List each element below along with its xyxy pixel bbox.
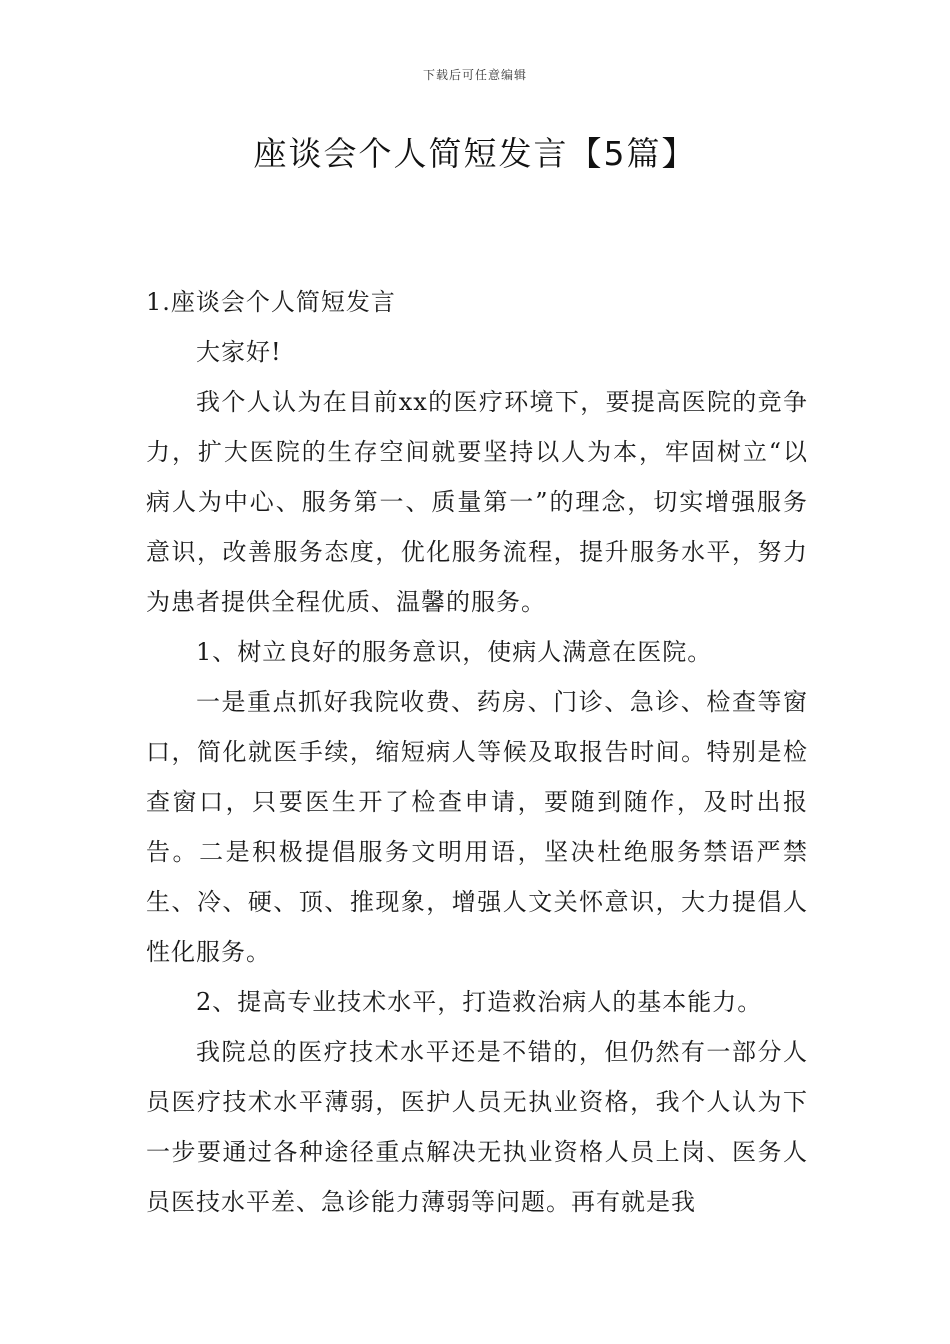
header-note: 下载后可任意编辑 [422,68,527,82]
section-heading: 1.座谈会个人简短发言 [146,288,396,316]
paragraph-point-1-detail: 一是重点抓好我院收费、药房、门诊、急诊、检查等窗口，简化就医手续，缩短病人等候及取报告时间。特别是检查窗口，只要医生开了检查申请，要随到随作，及时出报告。二是积极提倡服务文明用语，坚决杜绝服务禁语严禁生、冷、硬、顶、推现象，增强人文关怀意识，大力提倡人性化服务。 [146,688,808,966]
document-body [146,277,808,1227]
document-title: 座谈会个人简短发言【5篇】 [253,134,697,173]
paragraph-point-1: 1、树立良好的服务意识，使病人满意在医院。 [196,638,713,666]
paragraph-point-2: 2、提高专业技术水平，打造救治病人的基本能力。 [196,988,763,1016]
paragraph-intro: 我个人认为在目前xx的医疗环境下，要提高医院的竞争力，扩大医院的生存空间就要坚持以人为本，牢固树立“以病人为中心、服务第一、质量第一”的理念，切实增强服务意识，改善服务态度，优化服务流程，提升服务水平，努力为患者提供全程优质、温馨的服务。 [146,388,808,616]
paragraph-point-2-detail: 我院总的医疗技术水平还是不错的，但仍然有一部分人员医疗技术水平薄弱，医护人员无执业资格，我个人认为下一步要通过各种途径重点解决无执业资格人员上岗、医务人员医技水平差、急诊能力薄弱等问题。再有就是我 [146,1038,808,1216]
paragraph-greeting: 大家好! [196,338,282,366]
